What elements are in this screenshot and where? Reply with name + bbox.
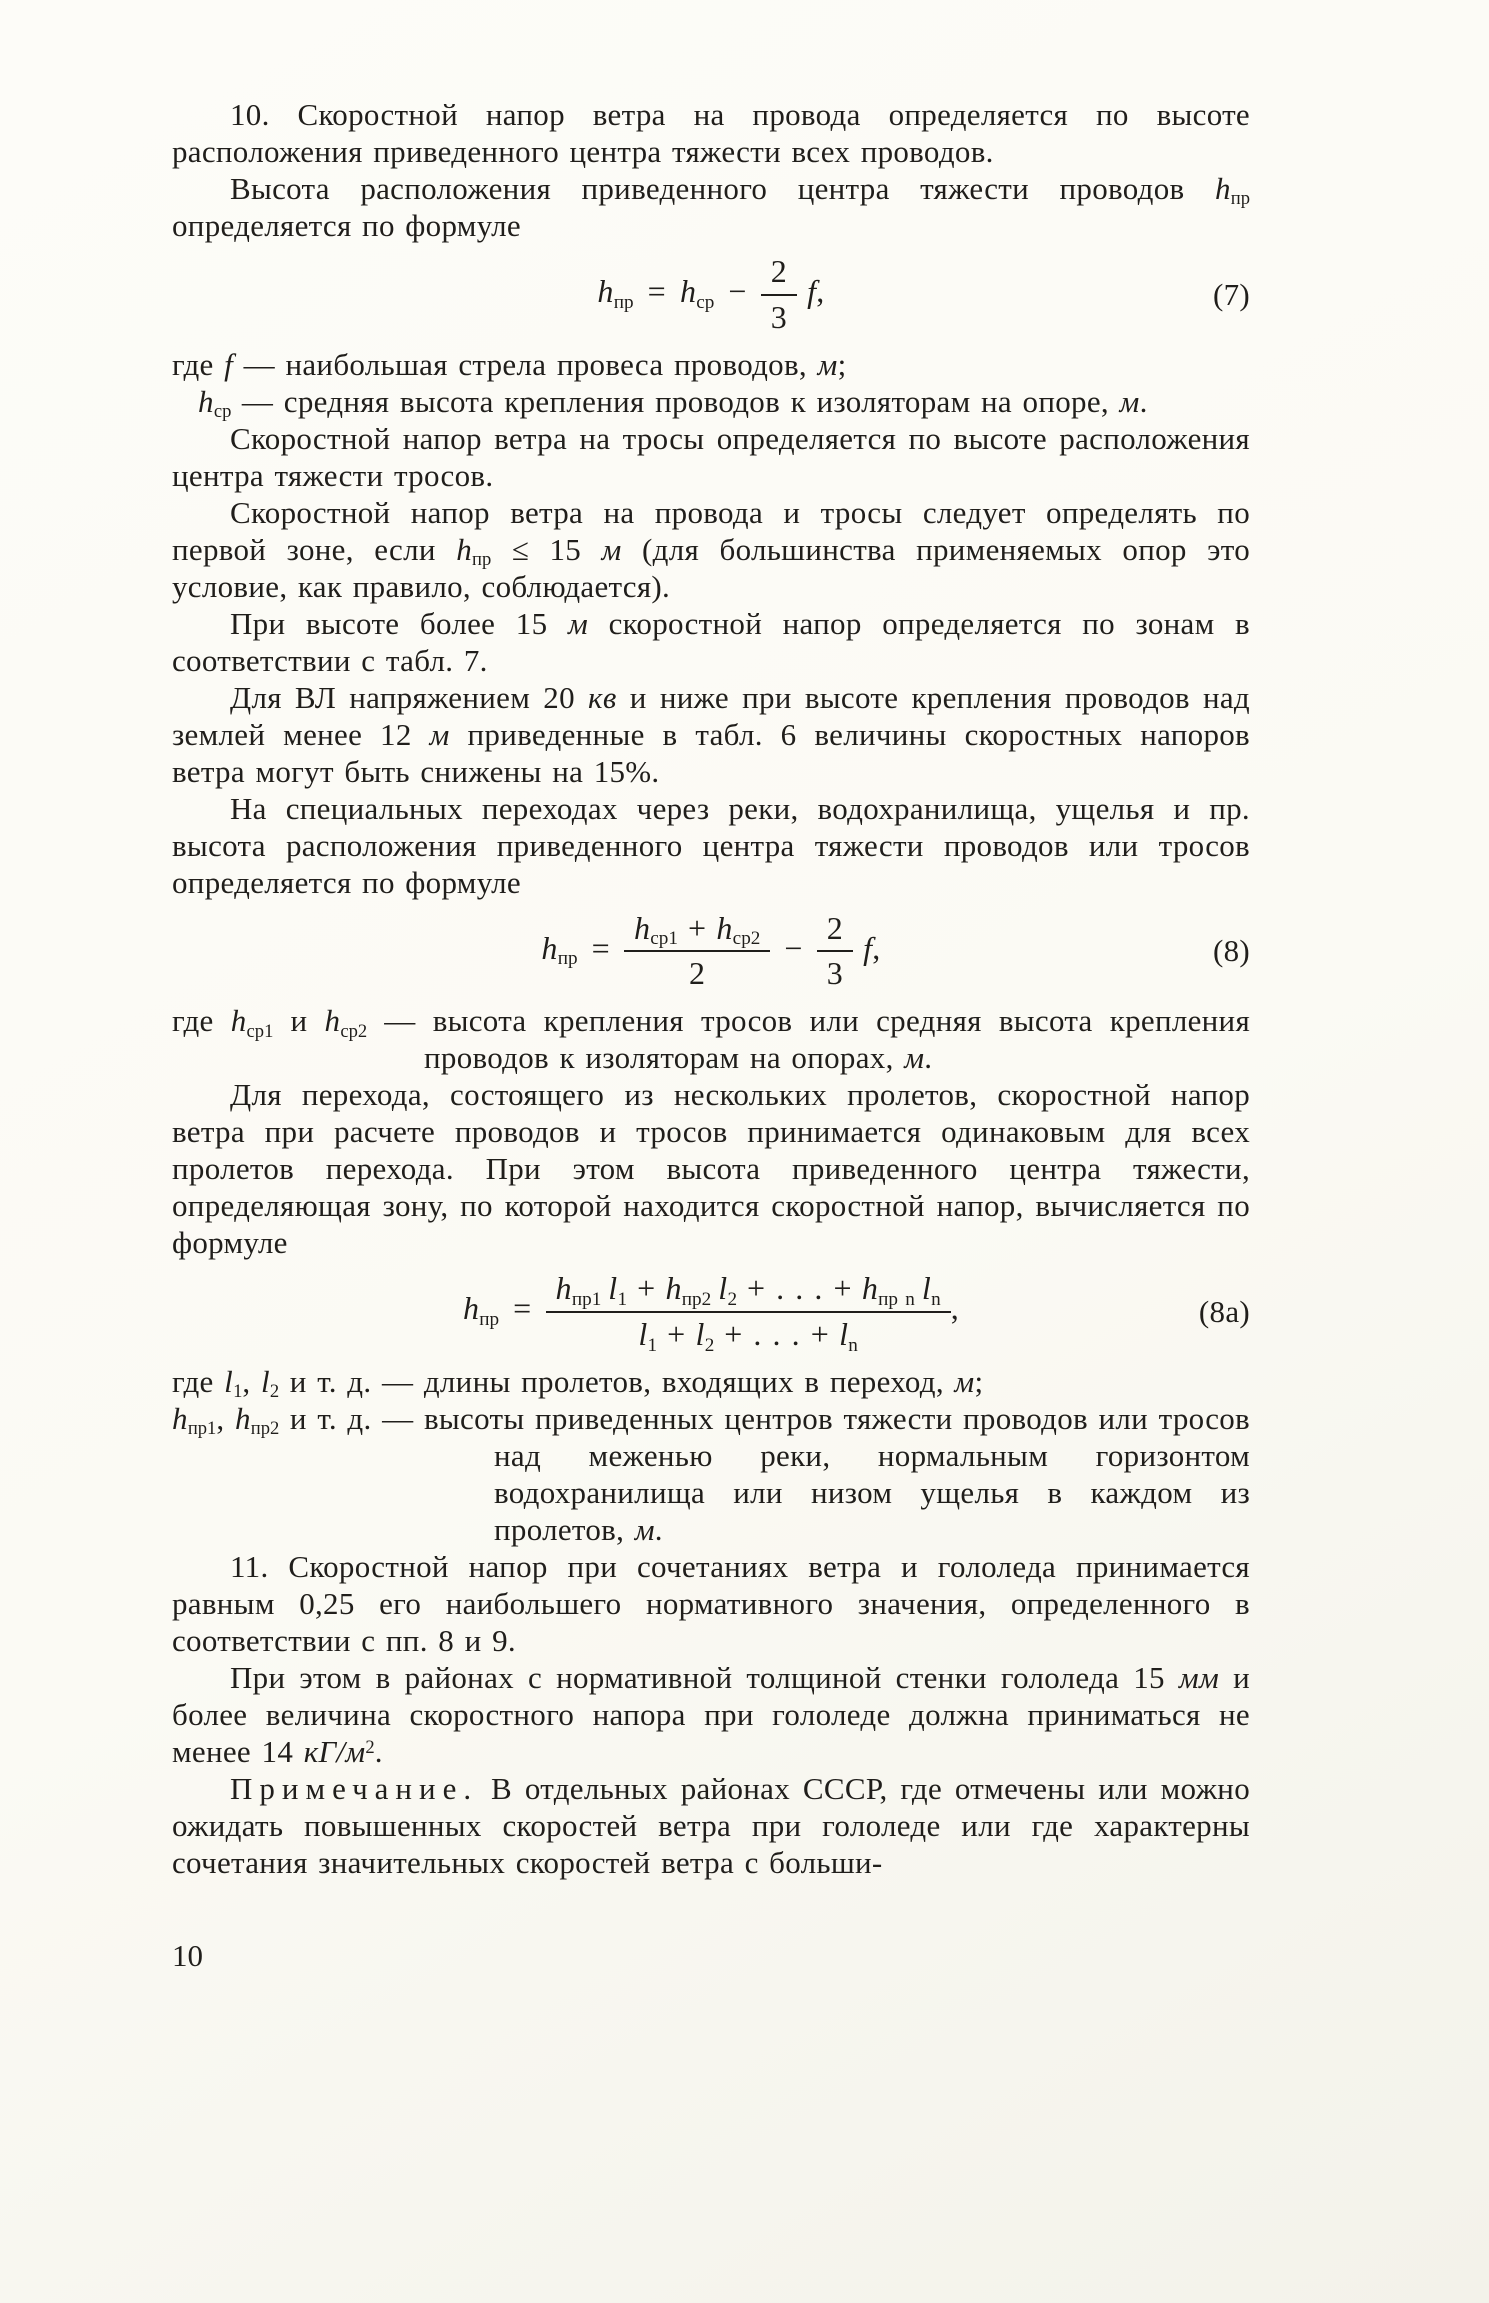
math-sub-sr2: ср2 <box>340 1020 368 1042</box>
math-var-h: h <box>861 1270 879 1307</box>
fraction-weighted-heights <box>546 1270 951 1356</box>
math-sub-2: 2 <box>269 1381 280 1403</box>
math-sup-2: 2 <box>365 1736 375 1758</box>
math-var-h: h <box>462 1290 480 1327</box>
math-sub-2: 2 <box>727 1288 738 1310</box>
math-sub-pr: пр <box>479 1308 500 1330</box>
equation-number-8: (8) <box>1212 933 1250 969</box>
math-var-h: h <box>324 1003 341 1039</box>
math-var-l: l <box>839 1316 849 1353</box>
math-sub-pr: пр <box>1230 188 1250 210</box>
definition-item-h-sr <box>172 383 1250 420</box>
formula-7 <box>172 254 1250 336</box>
math-op-equals: = <box>591 929 610 966</box>
text-run: где <box>172 346 225 382</box>
math-var-h: h <box>541 929 558 966</box>
math-sub-pr: пр <box>557 948 578 970</box>
paragraph-height-15 <box>172 605 1250 679</box>
paragraph-height-intro <box>172 170 1250 244</box>
math-sub-1: 1 <box>647 1334 658 1356</box>
math-var-l: l <box>638 1316 648 1353</box>
math-var-h: h <box>555 1270 572 1307</box>
math-comma: , <box>950 1290 960 1327</box>
math-var-h: h <box>456 531 473 567</box>
math-sub-pr2: пр2 <box>250 1418 280 1440</box>
unit-mm: мм <box>1178 1659 1220 1695</box>
text-run: где <box>172 1363 225 1399</box>
punctuation: , <box>216 1400 235 1436</box>
text-run: и т. д. <box>279 1363 372 1399</box>
text-run: высота крепления тросов или средняя высота крепления проводов к изоляторам на опорах, <box>424 1003 1251 1076</box>
math-var-h: h <box>597 273 614 310</box>
math-sub-pr: пр <box>472 548 492 570</box>
unit-kg-per-m2: кГ/м <box>303 1733 366 1769</box>
dash: — <box>231 383 284 419</box>
math-var-h: h <box>665 1270 682 1307</box>
math-sub-n: n <box>848 1334 858 1356</box>
text-run: В отдельных районах СССР, где отмечены или можно ожидать повышенных скоростей ветра при гололеде или где характерны сочетания значительных скоростей ветра с больши- <box>172 1770 1250 1880</box>
math-op-ellipsis: + . . . + <box>724 1316 830 1353</box>
math-sub-1: 1 <box>233 1381 243 1403</box>
math-var-l: l <box>921 1270 932 1307</box>
math-op-equals: = <box>513 1290 532 1327</box>
math-op-equals: = <box>647 273 666 310</box>
text-run: и более величина скоростного напора при гололеде должна приниматься не менее 14 <box>172 1659 1250 1769</box>
math-sub-pr1: пр1 <box>187 1418 217 1440</box>
paragraph-special-crossings: На специальных переходах через реки, водохранилища, ущелья и пр. высота расположения приведенного центра тяжести проводов или тросов определяется по формуле <box>172 790 1250 900</box>
math-var-h: h <box>716 909 733 946</box>
math-var-h: h <box>679 273 697 310</box>
text-run: Скоростной напор ветра на провода и тросы следует определять по первой зоне, если <box>172 494 1250 567</box>
punctuation: ; <box>837 346 847 382</box>
dash: — <box>367 1003 433 1039</box>
punctuation: . <box>654 1511 663 1547</box>
fraction-denominator: 2 <box>689 955 706 992</box>
formula-7-expression <box>597 254 824 336</box>
fraction-numerator <box>624 911 770 953</box>
text-run: длины пролетов, входящих в переход, <box>423 1363 955 1399</box>
text-run: скоростной напор определяется по зонам в соответствии с табл. 7. <box>172 605 1250 678</box>
paragraph-10-intro: 10. Скоростной напор ветра на провода определяется по высоте расположения приведенного центра тяжести всех проводов. <box>172 97 1250 169</box>
text-run: Высота расположения приведенного центра тяжести проводов <box>230 171 1215 206</box>
math-sub-2: 2 <box>704 1334 715 1356</box>
unit-m: м <box>954 1363 975 1399</box>
unit-m: м <box>601 531 622 567</box>
math-var-h: h <box>633 909 651 946</box>
equation-number-8a: (8а) <box>1198 1294 1250 1330</box>
punctuation: . <box>924 1040 933 1076</box>
unit-kv: кв <box>588 679 617 715</box>
text-column <box>172 96 1250 1881</box>
unit-m: м <box>567 605 589 641</box>
math-sub-sr1: ср1 <box>246 1020 274 1042</box>
math-op-plus: + <box>637 1270 656 1307</box>
math-var-l: l <box>695 1316 705 1353</box>
math-sub-n: n <box>931 1288 941 1310</box>
text-run: определяется по формуле <box>172 208 521 243</box>
fraction-numerator: 2 <box>761 254 797 296</box>
fraction-denominator <box>546 1313 951 1356</box>
math-op-minus: − <box>728 273 747 310</box>
math-sub-pr2: пр2 <box>681 1288 712 1310</box>
definition-item-h-pr1-pr2 <box>172 1400 1250 1548</box>
text-run: высоты приведенных центров тяжести проводов или тросов над меженью реки, нормальным горизонтом водохранилища или низом ущелья в каждом из пролетов, <box>423 1400 1250 1547</box>
math-sub-sr1: ср1 <box>650 928 678 950</box>
text-run: Для ВЛ напряжением 20 <box>230 679 589 715</box>
formula-8 <box>172 911 1250 993</box>
text-run: и ниже при высоте крепления проводов над землей менее 12 <box>172 679 1250 752</box>
math-var-f: f <box>807 273 817 310</box>
text-run: При этом в районах с нормативной толщиной стенки гололеда 15 <box>230 1659 1179 1695</box>
math-var-l: l <box>260 1363 270 1399</box>
definition-item-l <box>172 1363 1250 1403</box>
punctuation: . <box>374 1733 383 1769</box>
punctuation: . <box>1139 383 1148 419</box>
formula-8a-expression <box>462 1270 960 1356</box>
unit-m: м <box>1119 383 1140 419</box>
math-var-h: h <box>234 1400 251 1436</box>
text-run: где <box>172 1003 231 1039</box>
paragraph-ice-wall <box>172 1659 1250 1770</box>
math-sub-1: 1 <box>617 1288 628 1310</box>
text-run: При высоте более 15 <box>230 605 568 641</box>
text-run: и т. д. <box>279 1400 372 1436</box>
math-sub-sr: ср <box>696 291 715 313</box>
math-sub-prn: пр n <box>878 1288 915 1310</box>
dash: — <box>371 1400 424 1436</box>
text-run: и <box>273 1003 325 1039</box>
text-run: средняя высота крепления проводов к изоляторам на опоре, <box>283 383 1120 419</box>
math-var-f: f <box>863 929 873 966</box>
punctuation: ; <box>974 1363 984 1399</box>
paragraph-note <box>172 1770 1250 1881</box>
math-sub-sr: ср <box>213 400 232 422</box>
math-var-l: l <box>608 1270 618 1307</box>
math-var-h: h <box>172 1400 188 1436</box>
formula-8a <box>172 1270 1250 1356</box>
paragraph-tros: Скоростной напор ветра на тросы определяется по высоте расположения центра тяжести тросов. <box>172 420 1250 493</box>
unit-m: м <box>429 716 450 752</box>
math-sub-sr2: ср2 <box>732 928 761 950</box>
unit-m: м <box>817 346 838 382</box>
math-sub-pr1: пр1 <box>571 1288 602 1310</box>
paragraph-zone <box>172 494 1250 605</box>
math-op-plus: + <box>667 1316 686 1353</box>
definition-item-h-sr1-sr2 <box>172 1002 1250 1076</box>
fraction-numerator: 2 <box>817 911 853 953</box>
math-var-h: h <box>198 383 214 419</box>
fraction-mean-heights <box>624 911 770 993</box>
fraction-denominator: 3 <box>826 955 844 992</box>
unit-m: м <box>634 1511 655 1547</box>
paragraph-vl-20kv <box>172 679 1250 790</box>
text-run: ≤ 15 <box>491 531 602 567</box>
note-title: Примечание. <box>230 1770 479 1806</box>
math-op-minus: − <box>784 929 803 966</box>
page-number: 10 <box>172 1938 203 1973</box>
text-run: наибольшая стрела провеса проводов, <box>285 346 818 382</box>
fraction-two-thirds <box>817 911 853 993</box>
unit-m: м <box>904 1040 925 1076</box>
text-run: (для большинства применяемых опор это условие, как правило, соблюдается). <box>172 531 1250 604</box>
math-sub-pr: пр <box>613 291 634 313</box>
dash: — <box>371 1363 424 1399</box>
text-run: приведенные в табл. 6 величины скоростных напоров ветра могут быть снижены на 15%. <box>172 716 1250 789</box>
equation-number-7: (7) <box>1212 277 1250 313</box>
math-var-h: h <box>230 1003 247 1039</box>
fraction-numerator <box>546 1271 951 1313</box>
fraction-denominator: 3 <box>770 298 788 335</box>
formula-8-expression <box>541 911 880 993</box>
math-op-plus: + <box>688 909 707 946</box>
definition-item-f <box>172 346 1250 383</box>
fraction-two-thirds <box>761 254 797 336</box>
math-comma: , <box>872 929 881 966</box>
dash: — <box>233 346 286 382</box>
math-var-l: l <box>224 1363 234 1399</box>
math-comma: , <box>816 273 825 310</box>
paragraph-11-intro: 11. Скоростной напор при сочетаниях ветра и гололеда принимается равным 0,25 его наибольшего нормативного значения, определенного в соответствии с пп. 8 и 9. <box>172 1548 1250 1658</box>
math-var-h: h <box>1214 171 1231 206</box>
math-var-f: f <box>224 346 234 382</box>
math-var-l: l <box>718 1270 728 1307</box>
math-op-ellipsis: + . . . + <box>747 1270 852 1307</box>
punctuation: , <box>242 1363 261 1399</box>
paragraph-multi-span-crossing: Для перехода, состоящего из нескольких пролетов, скоростной напор ветра при расчете проводов и тросов принимается одинаковым для всех пролетов перехода. При этом высота приведенного центра тяжести, определяющая зону, по которой находится скоростной напор, вычисляется по формуле <box>172 1077 1250 1261</box>
